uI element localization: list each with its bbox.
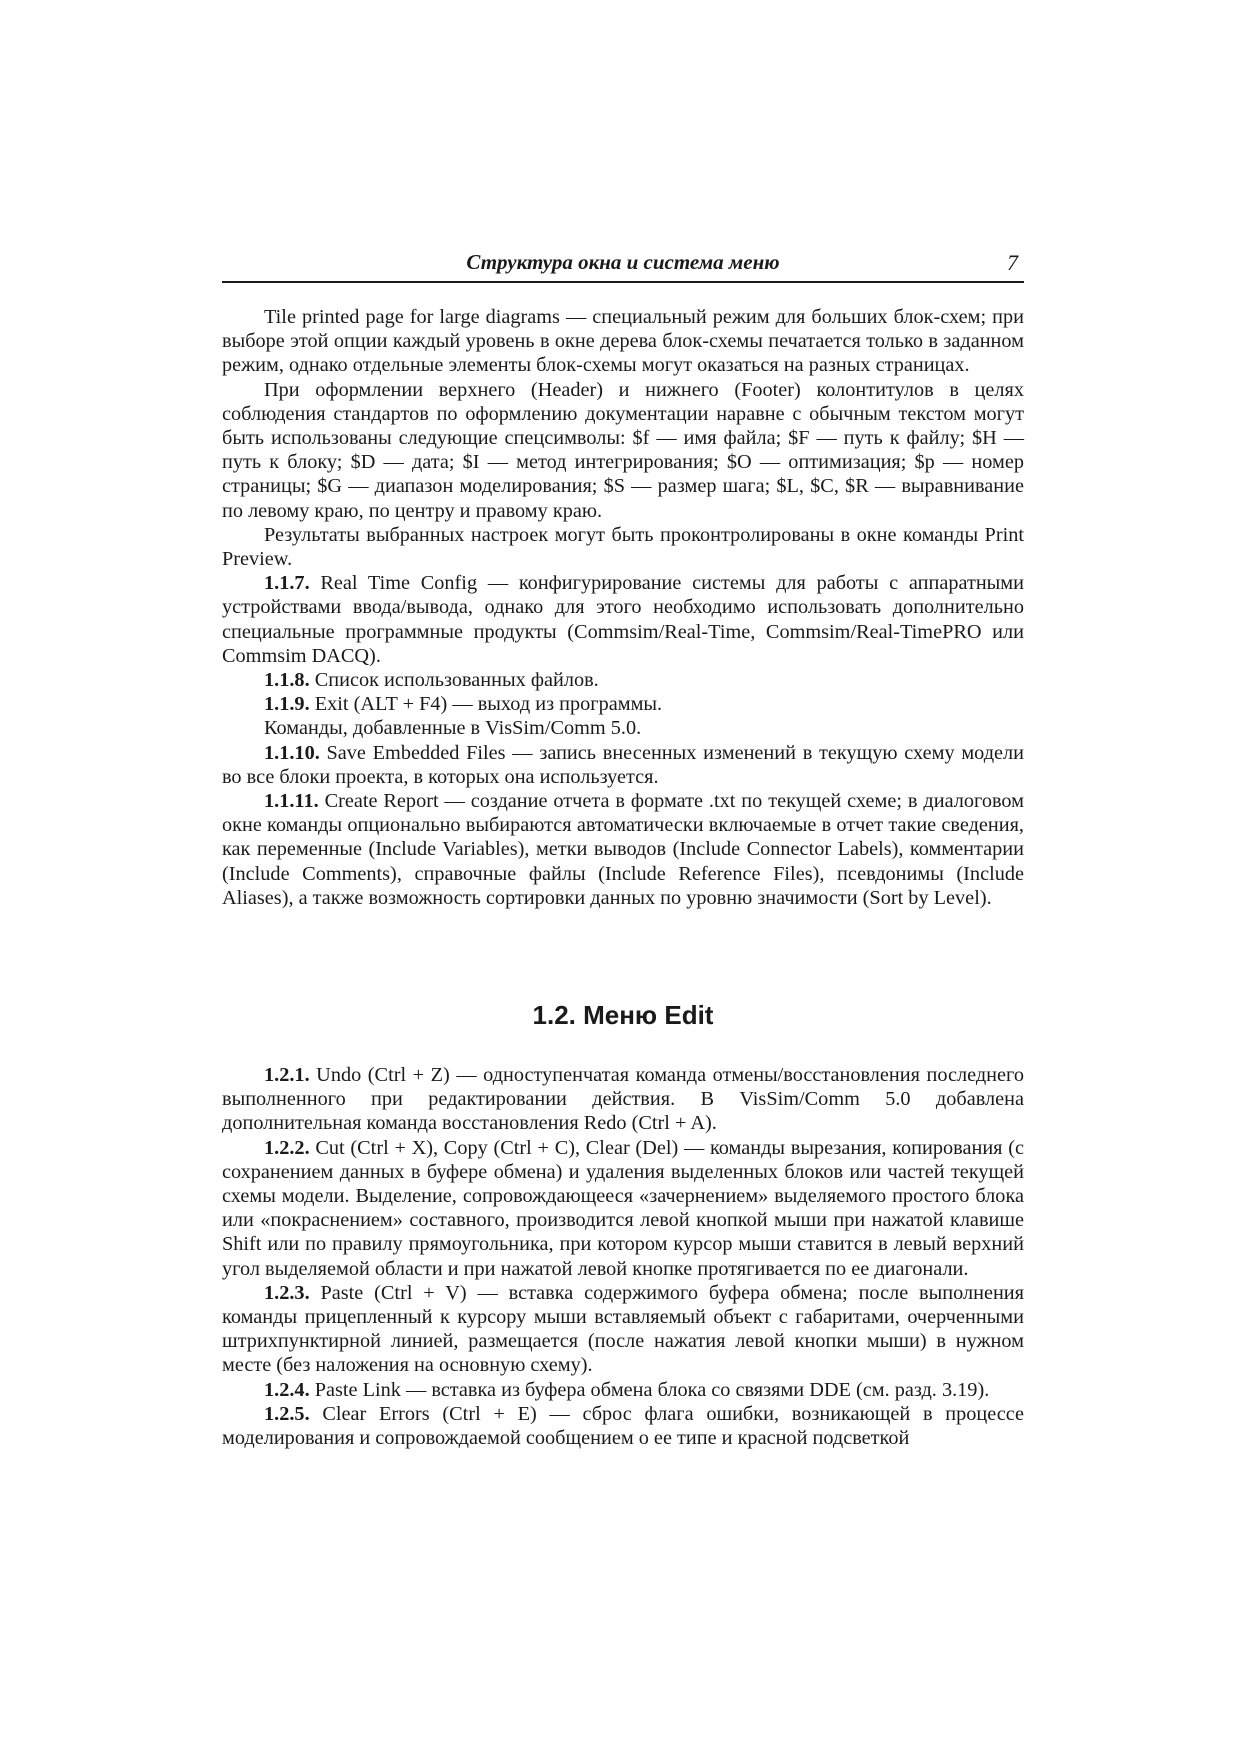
paragraph-text: Команды, добавленные в VisSim/Comm 5.0. xyxy=(264,717,642,740)
paragraph xyxy=(222,1402,1024,1450)
paragraph-text: Cut (Ctrl + X), Copy (Ctrl + C), Clear (Del) — команды вырезания, копирования (с сохранением данных в буфере обмена) и удаления выделенных блоков или частей текущей схемы модели. Выделение, сопровождающееся «зачернением» выделяемого простого блока или «покраснением» составного, производится левой кнопкой мыши при нажатой клавише Shift или по правилу прямоугольника, при котором курсор мыши ставится в левый верхний угол выделяемой области и при нажатой левой кнопке протягивается по ее диагонали. xyxy=(222,1136,1024,1280)
paragraph-lead: 1.1.10. xyxy=(264,741,320,764)
paragraph-lead: 1.1.8. xyxy=(264,669,310,692)
header-rule xyxy=(222,281,1024,283)
paragraph xyxy=(222,1063,1024,1136)
paragraph-text: Save Embedded Files — запись внесенных изменений в текущую схему модели во все блоки проекта, в которых она используется. xyxy=(222,741,1024,788)
paragraph-text: Exit (ALT + F4) — выход из программы. xyxy=(309,693,663,716)
paragraph-lead: 1.2.3. xyxy=(264,1281,310,1304)
paragraph xyxy=(222,741,1024,789)
running-head-title: Структура окна и система меню xyxy=(466,250,780,274)
paragraph-lead: 1.2.2. xyxy=(264,1136,310,1159)
section-heading: 1.2. Меню Edit xyxy=(532,1000,714,1030)
paragraph-text: Undo (Ctrl + Z) — одноступенчатая команда отмены/восстановления последнего выполненного при редактировании действия. В VisSim/Comm 5.0 добавлена дополнительная команда восстановления Redo (Ctrl + A). xyxy=(222,1064,1024,1135)
paragraph xyxy=(222,305,1024,378)
paragraph-text: Tile printed page for large diagrams — специальный режим для больших блок-схем; при выборе этой опции каждый уровень в окне дерева блок-схемы печатается только в заданном режим, однако отдельные элементы блок-схемы могут оказаться на разных страницах. xyxy=(222,306,1024,377)
paragraph xyxy=(222,1281,1024,1378)
paragraph xyxy=(222,1136,1024,1281)
paragraph xyxy=(222,523,1024,571)
paragraph-lead: 1.1.9. xyxy=(264,693,310,716)
body-text-part-2 xyxy=(222,1063,1024,1450)
paragraph xyxy=(222,1378,1024,1402)
paragraph xyxy=(222,668,1024,692)
paragraph xyxy=(222,716,1024,740)
paragraph-text: Clear Errors (Ctrl + E) — сброс флага ошибки, возникающей в процессе моделирования и сопровождаемой сообщением о ее типе и красной подсветкой xyxy=(222,1402,1024,1450)
paragraph xyxy=(222,378,1024,523)
paragraph-text: При оформлении верхнего (Header) и нижнего (Footer) колонтитулов в целях соблюдения стандартов по оформлению документации наравне с обычным текстом могут быть использованы следующие спецсимволы: $f — имя файла; $F — путь к файлу; $H — путь к блоку; $D — дата; $I — метод интегрирования; $O — оптимизация; $p — номер страницы; $G — диапазон моделирования; $S — размер шага; $L, $C, $R — выравнивание по левому краю, по центру и правому краю. xyxy=(222,378,1025,522)
paragraph-text: Paste Link — вставка из буфера обмена блока со связями DDE (см. разд. 3.19). xyxy=(309,1378,990,1401)
paragraph xyxy=(222,692,1024,716)
page-number: 7 xyxy=(1007,250,1018,275)
paragraph-text: Real Time Config — конфигурирование системы для работы с аппаратными устройствами ввода/вывода, однако для этого необходимо использовать дополнительно специальные программные продукты (Commsim/Real-Time, Commsim/Real-TimePRO или Commsim DACQ). xyxy=(222,572,1024,667)
paragraph-lead: 1.2.1. xyxy=(264,1064,310,1086)
paragraph-lead: 1.1.11. xyxy=(264,790,319,813)
paragraph-text: Paste (Ctrl + V) — вставка содержимого буфера обмена; после выполнения команды прицепленный к курсору мыши вставляемый объект с габаритами, очерченными штрихпунктирной линией, размещается (после нажатия левой кнопки мыши) в нужном месте (без наложения на основную схему). xyxy=(222,1281,1024,1377)
paragraph-text: Create Report — создание отчета в формате .txt по текущей схеме; в диалоговом окне команды опционально выбираются автоматически включаемые в отчет такие сведения, как переменные (Include Variables), метки выводов (Include Connector Labels), комментарии (Include Comments), справочные файлы (Include Reference Files), псевдонимы (Include Aliases), а также возможность сортировки данных по уровню значимости (Sort by Level). xyxy=(222,790,1024,909)
paragraph-text: Список использованных файлов. xyxy=(309,669,599,692)
paragraph xyxy=(222,571,1024,668)
body-text-part-1 xyxy=(222,305,1024,910)
paragraph xyxy=(222,789,1024,910)
running-head xyxy=(222,250,1024,280)
paragraph-lead: 1.2.4. xyxy=(264,1378,310,1401)
paragraph-text: Результаты выбранных настроек могут быть проконтролированы в окне команды Print Preview. xyxy=(222,523,1024,571)
paragraph-lead: 1.1.7. xyxy=(264,572,310,595)
paragraph-lead: 1.2.5. xyxy=(264,1402,310,1425)
